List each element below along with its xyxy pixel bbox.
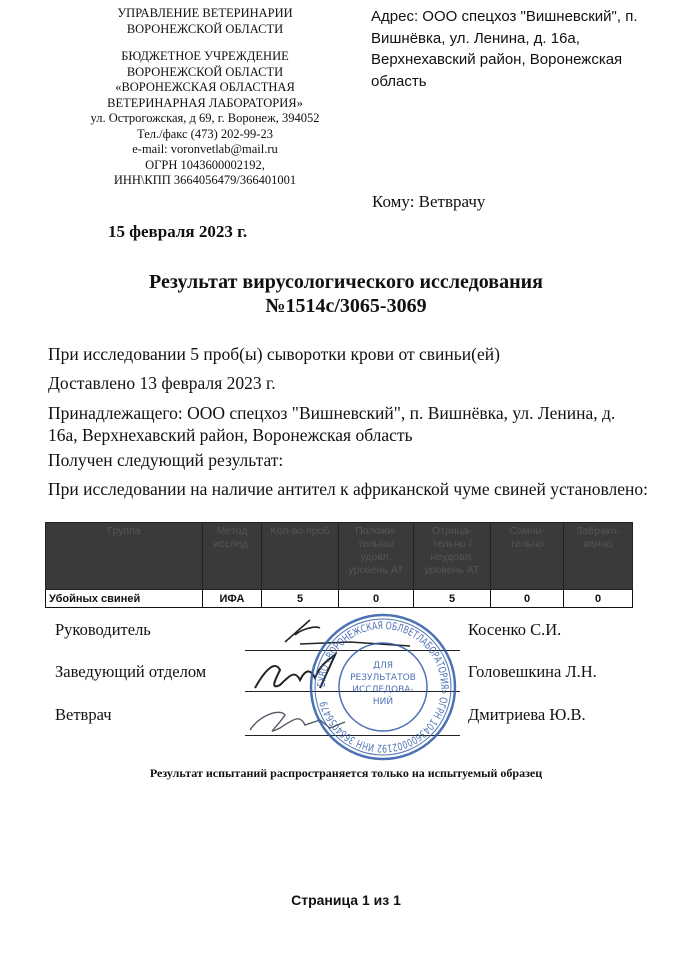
column-header: Кол-во проб xyxy=(262,523,339,590)
recipient: Кому: Ветврачу xyxy=(372,192,486,211)
signature-role: Заведующий отделом xyxy=(55,662,207,681)
table-cell: 0 xyxy=(564,590,633,608)
paragraph: При исследовании на наличие антител к африканской чуме свиней установлено: xyxy=(48,479,649,499)
page-number: Страница 1 из 1 xyxy=(291,892,401,908)
header-line: ОГРН 1043600002192, xyxy=(145,157,265,172)
paragraph: Доставлено 13 февраля 2023 г. xyxy=(48,373,276,393)
column-header: Забрако-ванно xyxy=(564,523,633,590)
column-header: Группа xyxy=(46,523,203,590)
signatory-name: Головешкина Л.Н. xyxy=(468,662,597,681)
paragraph: Принадлежащего: ООО спецхоз "Вишневский", п. Вишнёвка, ул. Ленина, д. 16а, Верхнехавский район, Воронежская область xyxy=(48,403,616,445)
paragraph: Получен следующий результат: xyxy=(48,450,284,470)
table-cell: ИФА xyxy=(203,590,262,608)
header-line: ВЕТЕРИНАРНАЯ ЛАБОРАТОРИЯ» xyxy=(107,95,303,110)
header-line: БЮДЖЕТНОЕ УЧРЕЖДЕНИЕ xyxy=(121,49,289,63)
title-number: №1514с/3065-3069 xyxy=(265,295,427,317)
header-line: УПРАВЛЕНИЕ ВЕТЕРИНАРИИ xyxy=(117,6,293,20)
table-cell: 5 xyxy=(262,590,339,608)
header-line: ИНН\КПП 3664056479/366401001 xyxy=(113,173,297,187)
header-line: ВОРОНЕЖСКОЙ ОБЛАСТИ xyxy=(126,21,284,36)
official-stamp xyxy=(308,612,458,762)
signatory-name: Дмитриева Ю.В. xyxy=(468,705,586,724)
header-line: Тел./факс (473) 202-99-23 xyxy=(137,126,273,141)
table-cell: 0 xyxy=(339,590,414,608)
table-header-row xyxy=(46,523,633,590)
date: 15 февраля 2023 г. xyxy=(108,222,248,241)
stamp-center-text: ДЛЯ РЕЗУЛЬТАТОВ ИССЛЕДОВА-НИЙ xyxy=(350,661,416,707)
column-header: Положи-тельно/ удовл. уровень АТ xyxy=(339,523,414,590)
signatory-name: Косенко С.И. xyxy=(468,620,562,639)
results-table xyxy=(45,522,633,608)
table-cell: 0 xyxy=(491,590,564,608)
address: Адрес: ООО спецхоз "Вишневский", п. Вишнёвка, ул. Ленина, д. 16а, Верхнехавский район, Воронежская область xyxy=(371,8,638,90)
lab-header xyxy=(60,6,350,189)
paragraph: При исследовании 5 проб(ы) сыворотки крови от свиньи(ей) xyxy=(48,344,500,364)
header-line: ВОРОНЕЖСКОЙ ОБЛАСТИ xyxy=(126,64,284,79)
column-header: Сомни-тельно xyxy=(491,523,564,590)
header-line: «ВОРОНЕЖСКАЯ ОБЛАСТНАЯ xyxy=(115,80,295,94)
table-cell: Убойных свиней xyxy=(46,590,203,608)
footer-note: Результат испытаний распространяется только на испытуемый образец xyxy=(149,766,543,780)
header-line: ул. Острогожская, д 69, г. Воронеж, 394052 xyxy=(90,111,320,125)
table-cell: 5 xyxy=(414,590,491,608)
signature-role: Ветврач xyxy=(55,705,112,724)
stamp-ring-text: БУВО «ВОРОНЕЖСКАЯ ОБЛВЕТЛАБОРАТОРИЯ» ОГРН 1043600002192 ИНН 3664056479 xyxy=(315,619,451,755)
header-line: e-mail: voronvetlab@mail.ru xyxy=(132,142,278,156)
column-header: Метод исслед. xyxy=(203,523,262,590)
column-header: Отрица-тельно / неудовл. уровень АТ xyxy=(414,523,491,590)
title-line: Результат вирусологического исследования xyxy=(149,271,543,293)
document-title xyxy=(0,270,692,318)
signature-role: Руководитель xyxy=(55,620,151,639)
